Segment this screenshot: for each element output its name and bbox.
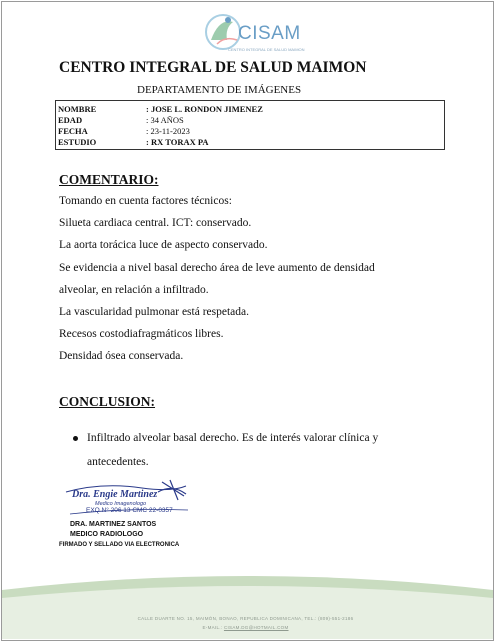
patient-label: EDAD <box>58 115 83 125</box>
patient-value: : 34 AÑOS <box>146 115 184 125</box>
footer-contact <box>0 625 491 630</box>
patient-value: : 23-11-2023 <box>146 126 190 136</box>
footer-email-link[interactable]: CISAM.DG@HOTMAIL.COM <box>223 625 289 630</box>
stamp-role: Medico Imagenologo <box>95 501 147 507</box>
doctor-title: MEDICO RADIOLOGO <box>70 531 144 538</box>
patient-value: : RX TORAX PA <box>146 137 209 147</box>
doctor-name: DRA. MARTINEZ SANTOS <box>70 521 157 528</box>
conclusion-line: antecedentes. <box>87 456 149 468</box>
comentario-line: Silueta cardiaca central. ICT: conservado. <box>59 217 252 229</box>
patient-label: FECHA <box>58 126 88 136</box>
patient-info-box <box>55 100 445 150</box>
patient-value: : JOSE L. RONDON JIMENEZ <box>146 104 263 114</box>
cisam-logo <box>203 10 313 56</box>
comentario-line: Densidad ósea conservada. <box>59 350 184 362</box>
comentario-line: Se evidencia a nivel basal derecho área de leve aumento de densidad <box>59 262 375 274</box>
logo-wordmark: CISAM <box>238 23 301 44</box>
comentario-line: alveolar, en relación a infiltrado. <box>59 284 209 296</box>
comentario-line: Tomando en cuenta factores técnicos: <box>59 195 232 207</box>
comentario-line: Recesos costodiafragmáticos libres. <box>59 328 224 340</box>
comentario-line: La vascularidad pulmonar está respetada. <box>59 306 249 318</box>
footer-address: CALLE DUARTE NO. 15, MAIMÓN, BONAO, REPUBLICA DOMINICANA, TEL.: (809)-551-2186 <box>137 616 354 621</box>
department-label: DEPARTAMENTO DE IMÁGENES <box>137 84 302 96</box>
comentario-line: La aorta torácica luce de aspecto conservado. <box>59 239 268 251</box>
stamp-exequatur: EXQ N° 206 13 CMC 22-0357 <box>86 507 173 514</box>
conclusion-line: Infiltrado alveolar basal derecho. Es de interés valorar clínica y <box>87 432 379 444</box>
patient-label: NOMBRE <box>58 104 97 114</box>
footer-email-label: E-MAIL.: <box>202 625 224 630</box>
bullet-icon <box>73 436 78 441</box>
patient-label: ESTUDIO <box>58 137 97 147</box>
page-title: CENTRO INTEGRAL DE SALUD MAIMON <box>59 59 367 76</box>
conclusion-heading: CONCLUSION: <box>59 394 156 409</box>
signed-note: FIRMADO Y SELLADO VIA ELECTRONICA <box>59 542 180 548</box>
stamp-name: Dra. Engie Martinez <box>72 489 158 500</box>
logo-tagline: CENTRO INTEGRAL DE SALUD MAIMON <box>228 47 305 52</box>
comentario-heading: COMENTARIO: <box>59 172 159 187</box>
